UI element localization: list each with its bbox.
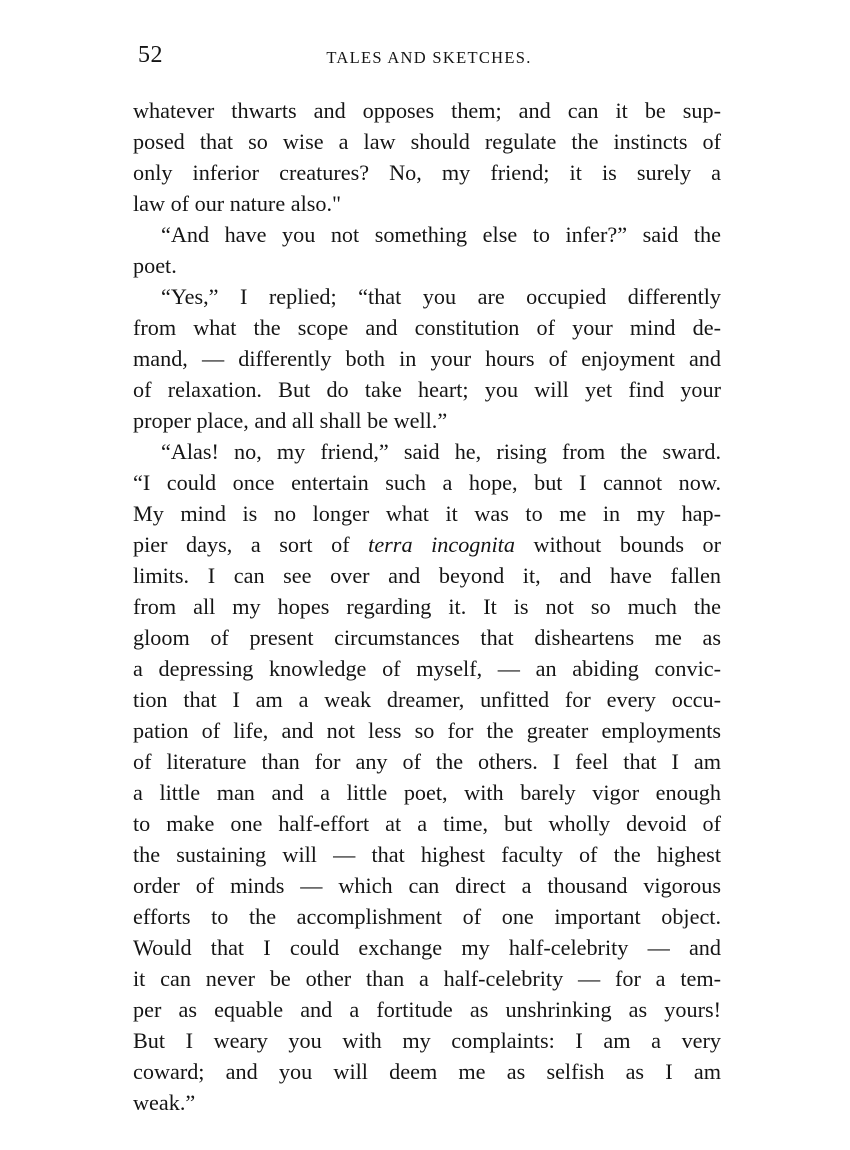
italic-phrase: terra incognita xyxy=(368,532,515,557)
running-title: TALES AND SKETCHES. xyxy=(326,48,532,67)
text-line: pation of life, and not less so for the greater employments xyxy=(133,718,721,743)
text-line: the sustaining will — that highest faculty of the highest xyxy=(133,842,721,867)
text-line: efforts to the accomplishment of one important object. xyxy=(133,904,721,929)
text-line: tion that I am a weak dreamer, unfitted for every occu- xyxy=(133,687,721,712)
text-line: a depressing knowledge of myself, — an abiding convic- xyxy=(133,656,721,681)
text-line: “Yes,” I replied; “that you are occupied differently xyxy=(161,284,721,309)
text-line: to make one half-effort at a time, but wholly devoid of xyxy=(133,811,721,836)
text-line: law of our nature also." xyxy=(133,191,342,216)
text-line: whatever thwarts and opposes them; and can it be sup- xyxy=(133,98,721,123)
text-line: posed that so wise a law should regulate the instincts of xyxy=(133,129,721,154)
text-line: only inferior creatures? No, my friend; it is surely a xyxy=(133,160,721,185)
text-line: weak.” xyxy=(133,1090,196,1115)
text-line xyxy=(133,529,721,560)
text-line: order of minds — which can direct a thousand vigorous xyxy=(133,873,721,898)
text-line: mand, — differently both in your hours of enjoyment and xyxy=(133,346,721,371)
text-line: poet. xyxy=(133,253,177,278)
text-line: Would that I could exchange my half-celebrity — and xyxy=(133,935,721,960)
text-line: from what the scope and constitution of your mind de- xyxy=(133,315,721,340)
text-line: But I weary you with my complaints: I am a very xyxy=(133,1028,721,1053)
text-line: limits. I can see over and beyond it, and have fallen xyxy=(133,563,721,588)
text-line: “I could once entertain such a hope, but I cannot now. xyxy=(133,470,721,495)
text-line: proper place, and all shall be well.” xyxy=(133,408,448,433)
text-line: gloom of present circumstances that disheartens me as xyxy=(133,625,721,650)
text-line: a little man and a little poet, with barely vigor enough xyxy=(133,780,721,805)
text-line: per as equable and a fortitude as unshrinking as yours! xyxy=(133,997,721,1022)
text-line: of literature than for any of the others. I feel that I am xyxy=(133,749,721,774)
body-text xyxy=(133,95,721,1118)
text-line: “And have you not something else to infer?” said the xyxy=(161,222,721,247)
text-line: My mind is no longer what it was to me in my hap- xyxy=(133,501,721,526)
page-number: 52 xyxy=(138,42,163,68)
text-line: it can never be other than a half-celebrity — for a tem- xyxy=(133,966,721,991)
text-segment: pier days, a sort of xyxy=(133,532,369,557)
text-line: from all my hopes regarding it. It is not so much the xyxy=(133,594,721,619)
text-line: coward; and you will deem me as selfish as I am xyxy=(133,1059,721,1084)
text-line: “Alas! no, my friend,” said he, rising from the sward. xyxy=(161,439,721,464)
page-header xyxy=(138,40,720,74)
text-line: of relaxation. But do take heart; you will yet find your xyxy=(133,377,721,402)
text-segment: without bounds or xyxy=(514,532,722,557)
